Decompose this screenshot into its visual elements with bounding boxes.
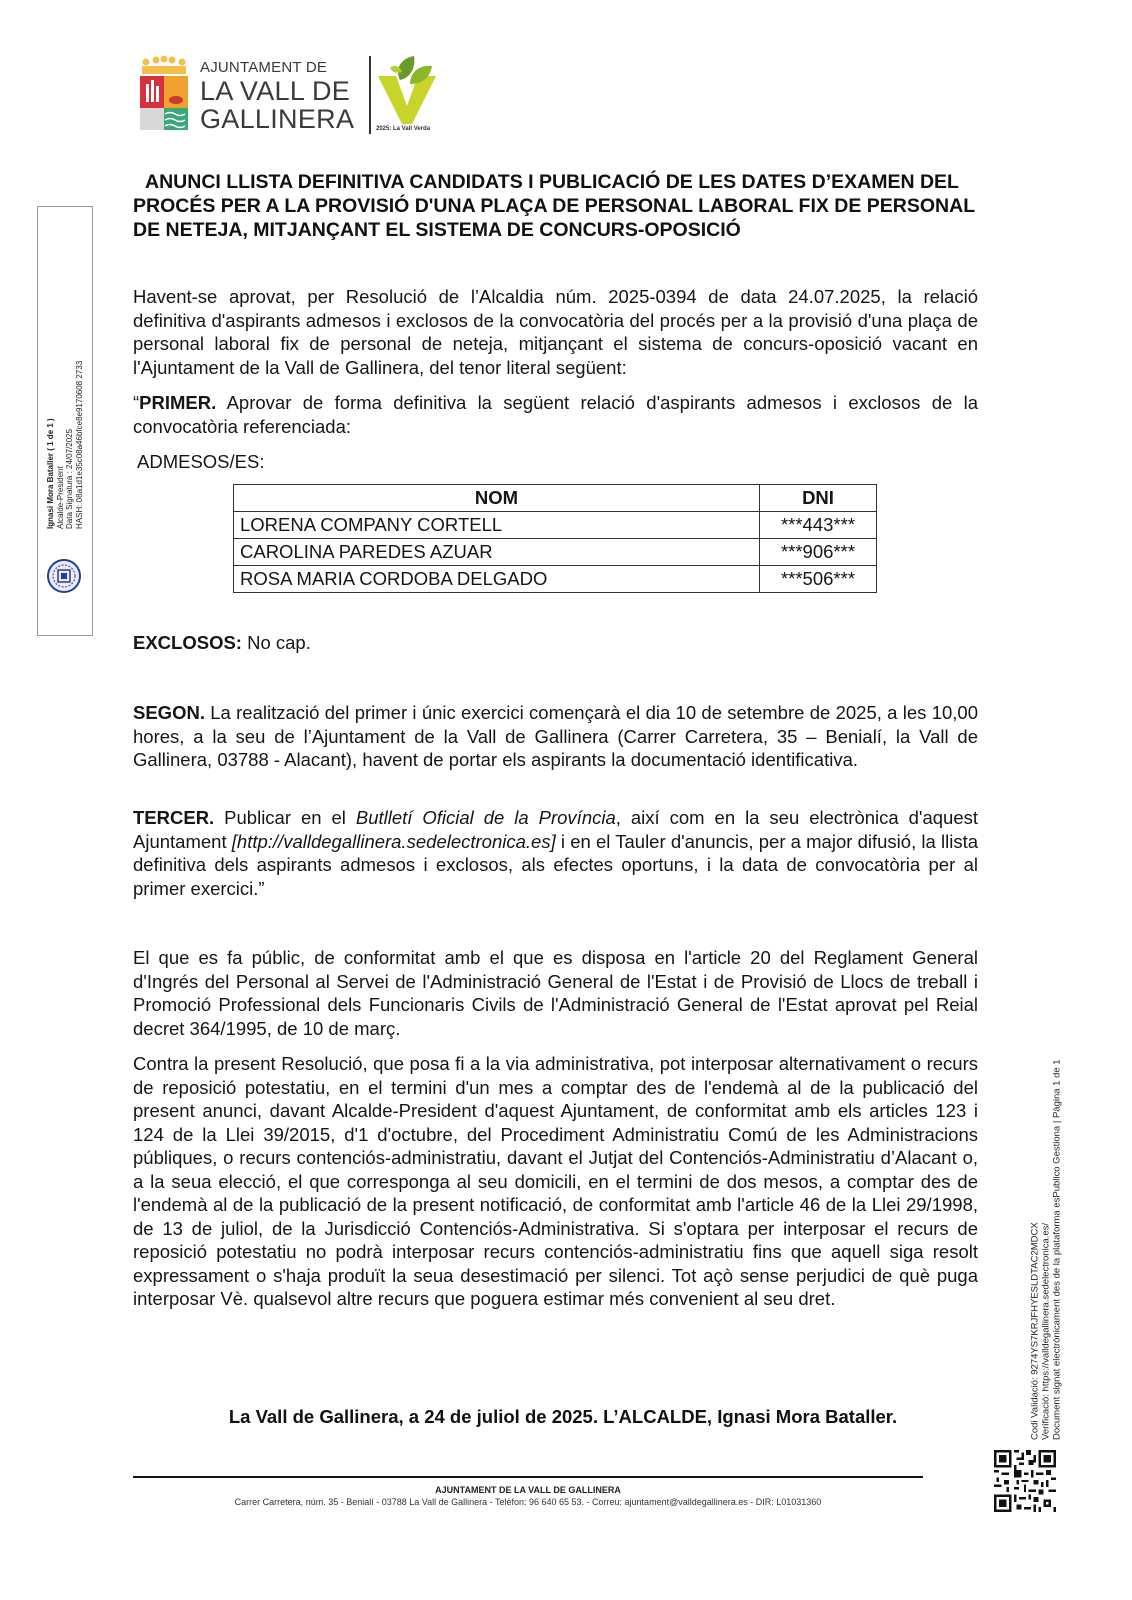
table-header-row: [234, 485, 877, 512]
candidate-name: ROSA MARIA CORDOBA DELGADO: [234, 566, 760, 593]
signature-line: La Vall de Gallinera, a 24 de juliol de 2025. L’ALCALDE, Ignasi Mora Bataller.: [228, 1406, 898, 1427]
tercer-paragraph: [133, 806, 978, 900]
intro-paragraph: Havent-se aprovat, per Resolució de l’Alcaldia núm. 2025-0394 de data 24.07.2025, la relació definitiva d'aspirants admesos i exclosos de la convocatòria del procés per a la provisió d'una plaça de personal laboral fix de personal de neteja, mitjançant el sistema de concurs-oposició vacant en l'Ajuntament de la Vall de Gallinera, del tenor literal següent:: [133, 286, 978, 378]
candidate-dni: ***506***: [760, 566, 877, 593]
qr-code-icon[interactable]: [994, 1450, 1056, 1512]
validation-code: Codi Validació: 9274YS7KRJFHYESLDTAC2MDCX: [1029, 1222, 1041, 1440]
candidate-dni: ***906***: [760, 539, 877, 566]
table-row: [234, 539, 877, 566]
tercer-text: i en el Tauler d'anuncis, per a major difusió, la llista definitiva dels aspirants admesos i exclosos, als efectes oportuns, i la data de convocatòria per al primer exercici.”: [133, 830, 978, 899]
signer-role: Alcalde-President: [55, 466, 65, 529]
logo-wordmark: [200, 60, 354, 133]
municipal-seal-icon: [47, 559, 81, 593]
validation-strip: [1030, 990, 1063, 1440]
signature-date: Data Signatura : 24/07/2025: [65, 428, 74, 529]
coat-of-arms-icon: [138, 56, 190, 134]
primer-paragraph: [133, 391, 978, 438]
logo-line-2: LA VALL DE: [200, 76, 351, 106]
footer-address: Carrer Carretera, núm. 35 - Benialí - 03788 La Vall de Gallinera - Telèfon: 96 640 65 53. - Correu: ajuntament@valldegallinera.es - DIR: L01031360: [234, 1497, 822, 1507]
tercer-label: TERCER.: [133, 807, 215, 828]
admesos-label: ADMESOS/ES:: [137, 451, 265, 472]
segon-text: La realització del primer i únic exercici començarà el dia 10 de setembre de 2025, a les 10,00 hores, a la seu de l’Ajuntament de la Vall de Gallinera (Carrer Carretera, 35 – Benialí, la Vall de Gallinera, 03788 - Alacant), havent de portar els aspirants la documentació identificativa.: [133, 702, 978, 770]
column-header-dni: DNI: [760, 485, 877, 512]
logo-caption: 2025: La Vall Verda: [376, 126, 431, 132]
signature-details: [46, 329, 84, 529]
segon-label: SEGON.: [133, 702, 205, 723]
column-header-nom: NOM: [234, 485, 760, 512]
electronic-office-link[interactable]: [http://valldegallinera.sedelectronica.es]: [231, 830, 556, 852]
vall-verda-leaf-icon: [376, 54, 438, 124]
exclosos-label: EXCLOSOS:: [133, 632, 242, 653]
candidate-name: CAROLINA PAREDES AZUAR: [234, 539, 760, 566]
exclosos-paragraph: [133, 631, 978, 655]
digital-signature-box: [37, 206, 93, 636]
appeal-paragraph: Contra la present Resolució, que posa fi a la via administrativa, pot interposar alternativament o recurs de reposició potestatiu, en el termini d'un mes a comptar des de l'endemà al de la publicació del present anunci, davant Alcalde-President d'aquest Ajuntament, de conformitat amb els articles 123 i 124 de la Llei 39/2015, d'1 d'octubre, del Procediment Administratiu Comú de les Administracions públiques, o recurs contenciós-administratiu, davant el Jutjat del Contenciós-Administratiu d’Alacant o, a la seua elecció, el que corresponga al seu domicili, en el termini de dos mesos, a comptar des de l'endemà al de la publicació de la present notificació, de conformitat amb l'article 46 de la Llei 29/1998, de 13 de juliol, de la Jurisdicció Contenciós-Administrativa. Si s'optara per interposar el recurs de reposició potestatiu no podrà interposar recurs contenciós-administratiu fins que aquell siga resolt expressament o s'haja produït la seua desestimació per silenci. Tot açò sense perjudici de què puga interposar Vè. qualsevol altre recurs que poguera estimar més convenient al seu dret.: [133, 1053, 978, 1309]
publicity-paragraph: El que es fa públic, de conformitat amb el que es disposa en l'article 20 del Reglament General d'Ingrés del Personal al Servei de l'Administració General de l'Estat i de Provisió de Llocs de treball i Promoció Professional dels Funcionaris Civils de l'Administració General de l'Estat aprovat pel Reial decret 364/1995, de 10 de març.: [133, 947, 978, 1039]
verification-url[interactable]: Verificació: https://valldegallinera.sedelectronica.es/: [1040, 1222, 1052, 1440]
tercer-text: , així com en la seu electrònica d'aquest Ajuntament: [133, 807, 979, 852]
tercer-text: Publicar en el: [214, 807, 356, 828]
footer-divider: [133, 1476, 923, 1478]
admitted-candidates-table: [233, 484, 877, 593]
primer-label: PRIMER.: [139, 392, 217, 413]
signer-name: Ignasi Mora Bataller ( 1 de 1 ): [46, 418, 55, 529]
footer-organization: AJUNTAMENT DE LA VALL DE GALLINERA: [435, 1485, 621, 1495]
table-row: [234, 566, 877, 593]
platform-notice: Document signat electrònicament des de la plataforma esPublico Gestiona | Pàgina 1 de 1: [1051, 1059, 1063, 1440]
exclosos-text: No cap.: [241, 632, 311, 653]
signature-hash: HASH: 08a1d1e35c08a46bfce8e9170608 2733: [74, 360, 84, 529]
logo-line-1: AJUNTAMENT DE: [200, 59, 328, 76]
document-title-text: ANUNCI LLISTA DEFINITIVA CANDIDATS I PUBLICACIÓ DE LES DATES D’EXAMEN DEL PROCÉS PER A LA PROVISIÓ D'UNA PLAÇA DE PERSONAL LABORAL FIX DE PERSONAL DE NETEJA, MITJANÇANT EL SISTEMA DE CONCURS-OPOSICIÓ: [133, 171, 975, 241]
municipality-logo: [138, 52, 438, 136]
candidate-dni: ***443***: [760, 512, 877, 539]
document-title: [133, 170, 983, 242]
candidate-name: LORENA COMPANY CORTELL: [234, 512, 760, 539]
logo-line-3: GALLINERA: [200, 104, 355, 134]
open-quote: “: [133, 392, 140, 413]
primer-text: Aprovar de forma definitiva la següent relació d'aspirants admesos i exclosos de la convocatòria referenciada:: [133, 392, 978, 437]
segon-paragraph: [133, 701, 978, 772]
logo-divider: [369, 56, 371, 134]
table-row: [234, 512, 877, 539]
bulletin-name: Butlletí Oficial de la Província: [355, 807, 616, 828]
